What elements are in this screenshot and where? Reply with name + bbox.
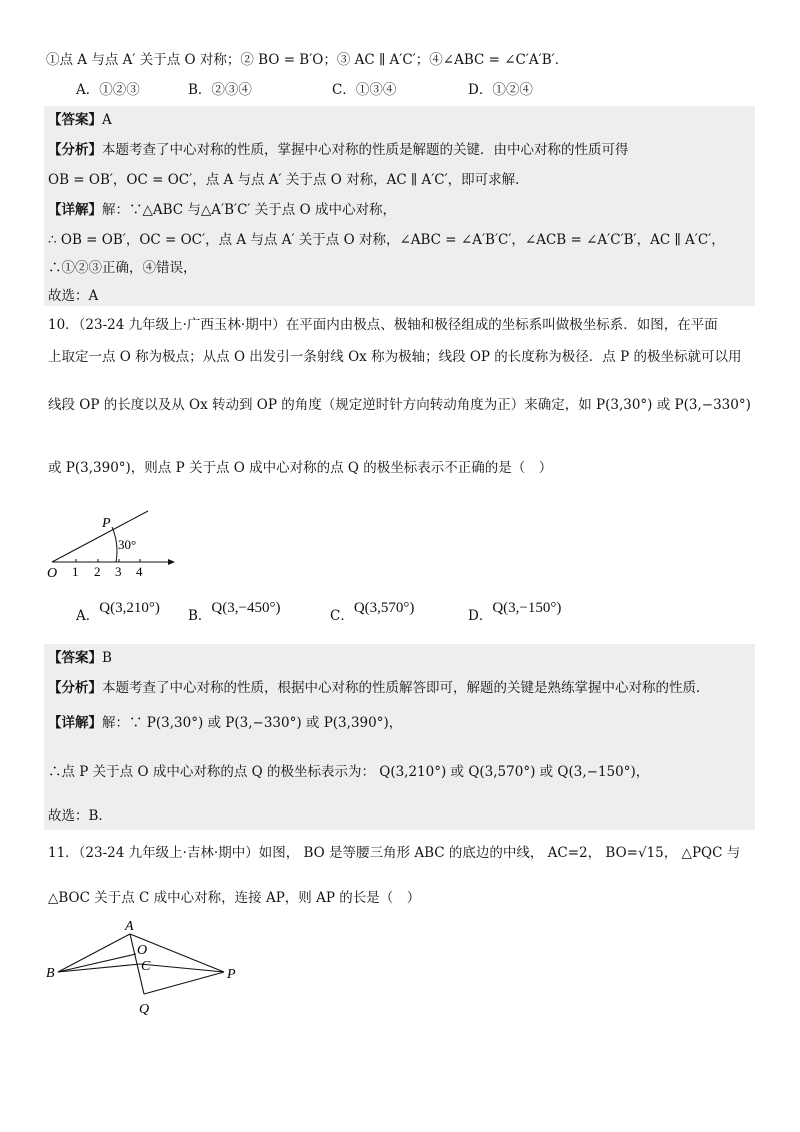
q9-detail: 【详解】解：∵△ABC 与△A′B′C′ 关于点 O 成中心对称，	[48, 202, 396, 218]
q10-option-b[interactable]: B．Q(3,−450°)	[188, 600, 281, 624]
svg-text:4: 4	[136, 564, 143, 579]
q11-triangle-figure	[44, 918, 254, 1018]
q10-stem-4: 或 P(3,390°)，则点 P 关于点 O 成中心对称的点 Q 的极坐标表示不正确的是（ ）	[48, 460, 553, 476]
q11-stem-2: △BOC 关于点 C 成中心对称，连接 AP，则 AP 的长是（ ）	[48, 890, 421, 906]
q10-polar-figure	[44, 505, 184, 580]
q11-label-o: O	[137, 943, 148, 958]
svg-text:3: 3	[115, 564, 122, 579]
q10-option-a[interactable]: A．Q(3,210°)	[76, 600, 160, 624]
q9-answer: 【答案】A	[48, 112, 112, 128]
q10-detail-2: ∴点 P 关于点 O 成中心对称的点 Q 的极坐标表示为： Q(3,210°) 或 Q(3,570°) 或 Q(3,−150°)，	[48, 764, 650, 780]
q10-option-d[interactable]: D．Q(3,−150°)	[468, 600, 562, 624]
q11-stem-1: 11．（23-24 九年级上·吉林·期中）如图， BO 是等腰三角形 ABC 的底边的中线， AC=2， BO=√15， △PQC 与	[48, 845, 741, 861]
q10-answer: 【答案】B	[48, 650, 112, 666]
q10-detail: 【详解】解：∵ P(3,30°) 或 P(3,−330°) 或 P(3,390°)，	[48, 715, 403, 731]
q9-detail-3: ∴①②③正确，④错误，	[48, 260, 197, 276]
q11-segment-bo	[58, 954, 136, 972]
q11-label-b: B	[46, 966, 55, 981]
svg-text:1: 1	[72, 564, 79, 579]
q10-origin-label: O	[47, 566, 58, 580]
q11-label-p: P	[227, 967, 236, 982]
q11-label-a: A	[125, 919, 134, 934]
q9-analysis-2: OB = OB′，OC = OC′，点 A 与点 A′ 关于点 O 对称，AC ∥ A′C′，即可求解．	[48, 172, 529, 188]
q10-stem-1: 10．（23-24 九年级上·广西玉林·期中）在平面内由极点、极轴和极径组成的坐标系叫做极坐标系．如图，在平面	[48, 317, 718, 333]
q10-angle-arc	[112, 527, 117, 562]
q9-option-c[interactable]: C．①③④	[332, 82, 397, 98]
q9-analysis: 【分析】本题考查了中心对称的性质，掌握中心对称的性质是解题的关键．由中心对称的性质可得	[48, 142, 629, 158]
q10-stem-3: 线段 OP 的长度以及从 Ox 转动到 OP 的角度（规定逆时针方向转动角度为正）来确定，如 P(3,30°) 或 P(3,−330°)	[48, 397, 751, 413]
q11-segment-cp	[140, 964, 224, 972]
q9-option-a[interactable]: A．①②③	[76, 82, 140, 98]
q10-stem-2: 上取定一点 O 称为极点；从点 O 出发引一条射线 Ox 称为极轴；线段 OP 的长度称为极径．点 P 的极坐标就可以用	[48, 349, 742, 365]
q10-point-p: P	[102, 516, 111, 531]
q11-label-q: Q	[139, 1002, 150, 1017]
q11-label-c: C	[141, 959, 151, 974]
q10-choose: 故选：B．	[48, 808, 112, 824]
q10-answer-block	[44, 644, 755, 830]
q10-axis-arrow	[168, 559, 175, 565]
q9-option-d[interactable]: D．①②④	[468, 82, 533, 98]
q11-segment-qp	[144, 972, 224, 994]
svg-text:2: 2	[94, 564, 101, 579]
q9-statement: ①点 A 与点 A′ 关于点 O 对称；② BO = B′O；③ AC ∥ A′C′；④∠ABC = ∠C′A′B′．	[46, 52, 569, 68]
q10-analysis: 【分析】本题考查了中心对称的性质，根据中心对称的性质解答即可，解题的关键是熟练掌握中心对称的性质．	[48, 680, 710, 696]
q9-choose: 故选：A	[48, 288, 99, 304]
q10-options	[76, 600, 636, 624]
q9-option-b[interactable]: B．②③④	[188, 82, 252, 98]
q10-angle-label: 30°	[118, 537, 137, 552]
q10-option-c[interactable]: C．Q(3,570°)	[330, 600, 415, 624]
q9-detail-2: ∴ OB = OB′，OC = OC′，点 A 与点 A′ 关于点 O 对称，∠ABC = ∠A′B′C′，∠ACB = ∠A′C′B′，AC ∥ A′C′，	[48, 232, 725, 248]
